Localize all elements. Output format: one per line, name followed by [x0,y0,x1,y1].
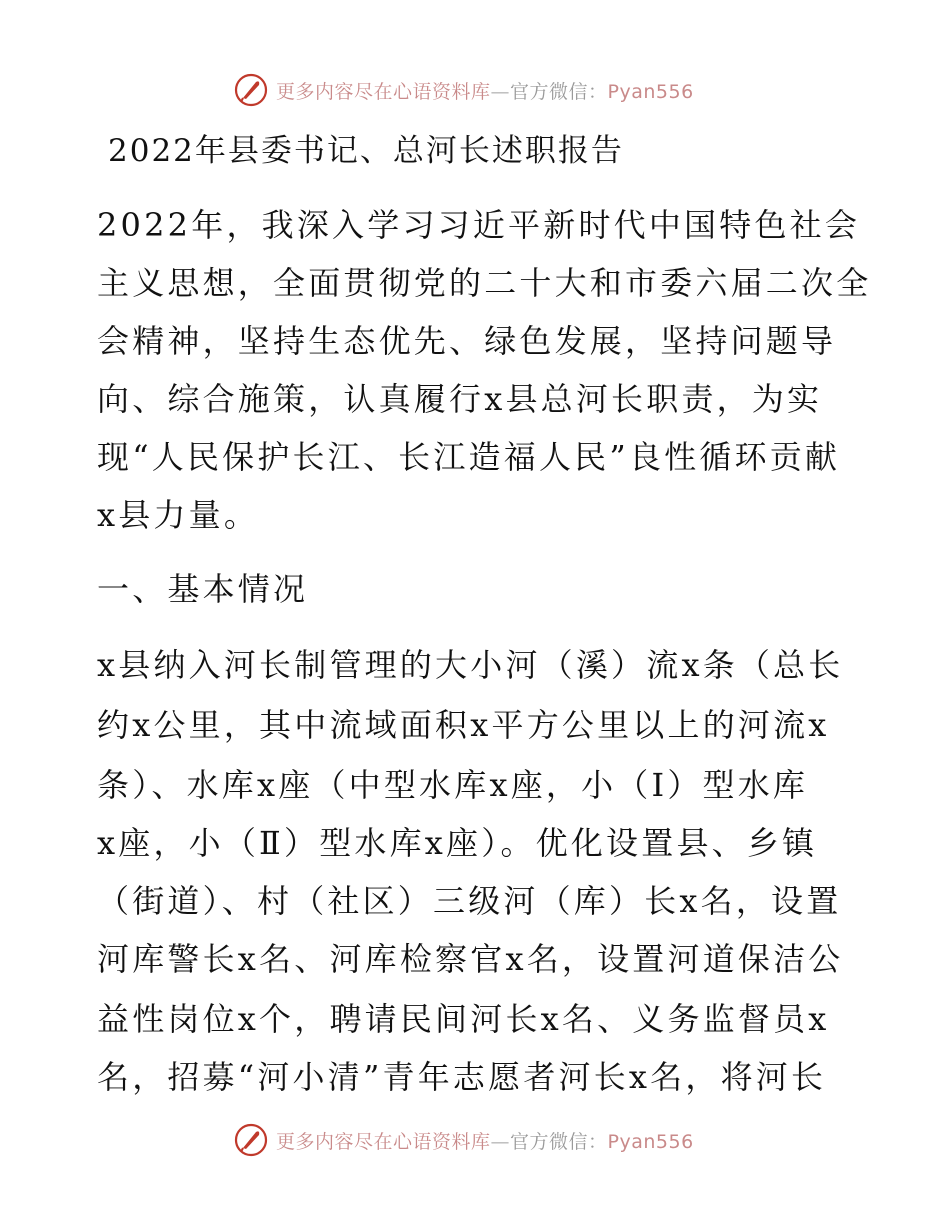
watermark-site: 更多内容尽在心语资料库 [276,80,491,103]
body-line: 约x公里，其中流域面积x平方公里以上的河流x [97,706,830,744]
watermark-official: 官方微信： [510,1130,608,1153]
quill-logo-icon [234,1123,268,1157]
body-line: x座，小（Ⅱ）型水库x座）。优化设置县、乡镇 [97,824,818,862]
quill-logo-icon [234,73,268,107]
header-watermark [234,72,694,108]
watermark-text [276,77,694,104]
body-line: 益性岗位x个，聘请民间河长x名、义务监督员x [97,1000,830,1038]
watermark-dash: — [490,1130,511,1153]
footer-watermark [234,1122,694,1158]
body-line: 条）、水库x座（中型水库x座，小（Ⅰ）型水库 [97,766,809,804]
watermark-official: 官方微信： [510,80,608,103]
body-line: 会精神，坚持生态优先、绿色发展，坚持问题导 [97,322,837,360]
body-line: 2022年，我深入学习习近平新时代中国特色社会 [97,206,861,244]
body-line: （街道）、村（社区）三级河（库）长x名，设置 [97,882,842,920]
body-line: x县纳入河长制管理的大小河（溪）流x条（总长 [97,646,844,684]
body-line: 名，招募“河小清”青年志愿者河长x名，将河长 [97,1058,827,1096]
watermark-wechat-id: Pyan556 [607,80,694,103]
watermark-text [276,1127,694,1154]
body-line: 现“人民保护长江、长江造福人民”良性循环贡献 [97,438,841,476]
page-title: 2022年县委书记、总河长述职报告 [108,133,624,169]
watermark-site: 更多内容尽在心语资料库 [276,1130,491,1153]
body-line: 向、综合施策，认真履行x县总河长职责，为实 [97,380,823,418]
watermark-dash: — [490,80,511,103]
body-line: 主义思想，全面贯彻党的二十大和市委六届二次全 [97,264,872,302]
body-line: x县力量。 [97,496,260,534]
section-heading: 一、基本情况 [97,570,309,608]
body-line: 河库警长x名、河库检察官x名，设置河道保洁公 [97,940,844,978]
watermark-wechat-id: Pyan556 [607,1130,694,1153]
